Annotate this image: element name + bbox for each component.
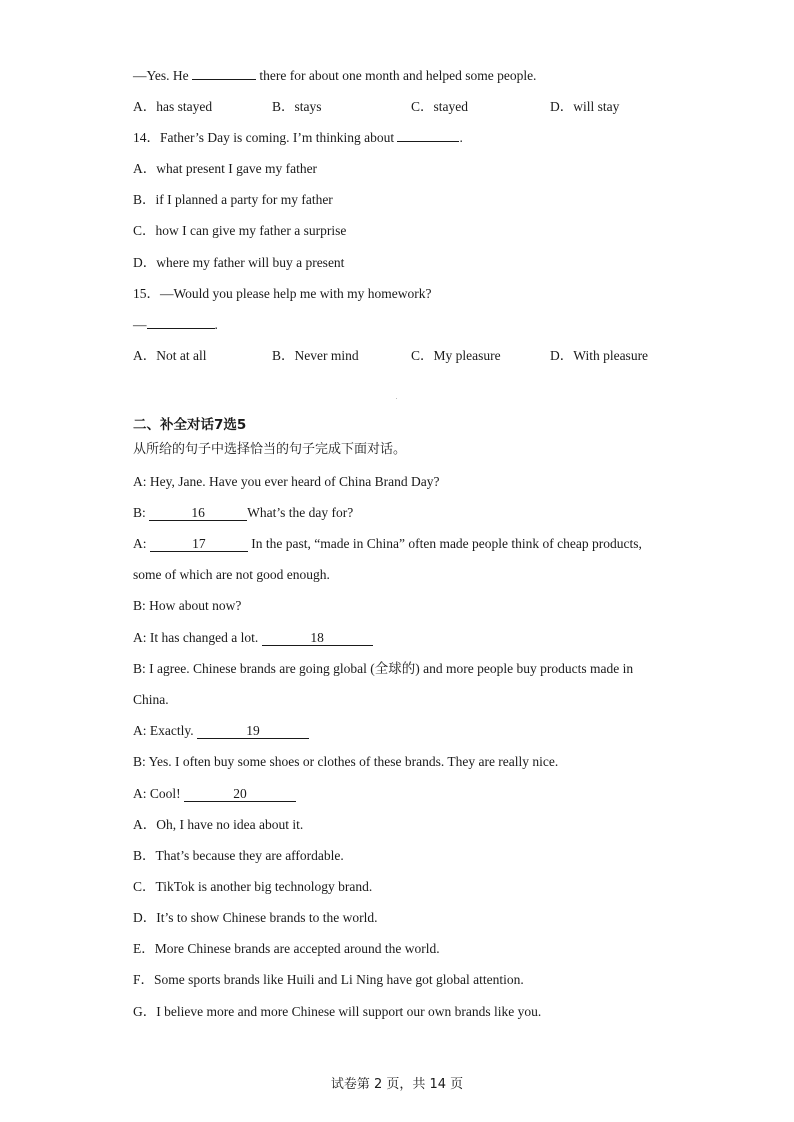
q15-option-c: C．My pleasure: [411, 348, 501, 363]
q14-option-d: D．where my father will buy a present: [133, 255, 345, 270]
dialog-line-2: B: 16 What’s the day for?: [133, 505, 354, 520]
dialog-line-9: A: Exactly. 19: [133, 722, 309, 740]
choice-c: C．TikTok is another big technology brand.: [133, 879, 373, 894]
choice-b: B．That’s because they are affordable.: [133, 848, 344, 863]
q15-option-b: B．Never mind: [272, 348, 359, 363]
dialog-line-3: A: 17 In the past, “made in China” often made people think of cheap products,: [133, 536, 642, 551]
dialog-line-7: B: I agree. Chinese brands are going global (全球的) and more people buy products made in: [133, 661, 634, 676]
q13-blank: [192, 67, 256, 80]
q13-option-b: B．stays: [272, 99, 322, 114]
q14-stem: 14．Father’s Day is coming. I’m thinking about .: [133, 130, 463, 145]
dialog-line-8: China.: [133, 692, 169, 707]
choice-d: D．It’s to show Chinese brands to the world.: [133, 910, 378, 925]
q15-stem: 15．—Would you please help me with my homework?: [133, 286, 432, 301]
choice-f: F．Some sports brands like Huili and Li Ning have got global attention.: [133, 972, 524, 987]
q14-option-a: A．what present I gave my father: [133, 161, 318, 176]
blank-20: 20: [184, 787, 296, 802]
choice-e: E．More Chinese brands are accepted around the world.: [133, 941, 440, 956]
blank-19: 19: [197, 724, 309, 739]
dialog-line-6: A: It has changed a lot. 18: [133, 629, 373, 647]
q13-dialog-line: —Yes. He there for about one month and helped some people.: [133, 68, 537, 83]
section-instruction: 从所给的句子中选择恰当的句子完成下面对话。: [133, 442, 407, 457]
q15-answer-line: — .: [133, 317, 218, 332]
scan-speck: [396, 398, 397, 399]
dialog-line-5: B: How about now?: [133, 598, 242, 613]
choice-g: G．I believe more and more Chinese will support our own brands like you.: [133, 1004, 542, 1019]
section-title: 二、补全对话7选5: [133, 417, 247, 433]
q15-option-a: A．Not at all: [133, 348, 207, 363]
q14-option-b: B．if I planned a party for my father: [133, 192, 333, 207]
dialog-line-4: some of which are not good enough.: [133, 567, 330, 582]
q14-option-c: C．how I can give my father a surprise: [133, 223, 347, 238]
q15-blank: [147, 316, 215, 329]
dialog-line-10: B: Yes. I often buy some shoes or clothes of these brands. They are really nice.: [133, 754, 559, 769]
q15-option-d: D．With pleasure: [550, 348, 649, 363]
dialog-line-1: A: Hey, Jane. Have you ever heard of China Brand Day?: [133, 474, 440, 489]
page-footer: 试卷第 2 页，共 14 页: [330, 1077, 464, 1092]
q13-option-c: C．stayed: [411, 99, 468, 114]
choice-a: A．Oh, I have no idea about it.: [133, 817, 304, 832]
blank-16: 16: [149, 506, 247, 521]
q14-blank: [397, 129, 459, 142]
q13-option-a: A．has stayed: [133, 99, 213, 114]
q13-option-d: D．will stay: [550, 99, 620, 114]
blank-17: 17: [150, 537, 248, 552]
dialog-line-11: A: Cool! 20: [133, 785, 296, 803]
blank-18: 18: [262, 631, 373, 646]
